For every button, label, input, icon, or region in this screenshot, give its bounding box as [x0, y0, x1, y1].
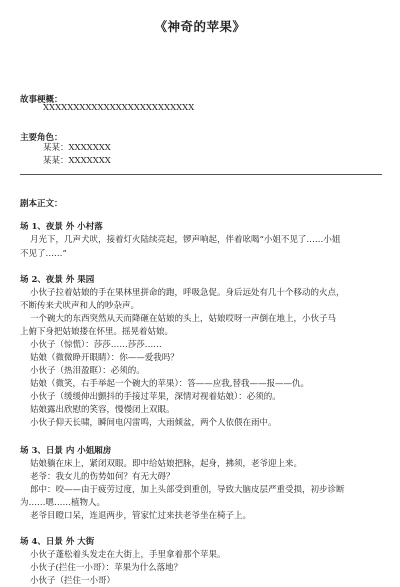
- script-line: 老爷：我女儿的伤势如何？有无大碍？: [30, 472, 175, 482]
- divider-line: [20, 174, 382, 175]
- script-line: 姑娘躺在床上，紧闭双眼。即中给姑娘把脉，起身，拂须，老爷迎上来。: [30, 459, 303, 469]
- script-line: 小伙子（缓缓伸出颤抖的手接过苹果，深情对视着姑娘）：必须的。: [30, 392, 281, 402]
- script-line: 姑娘露出欣慰的笑容，慢慢闭上双眼。: [30, 405, 175, 415]
- script-line: 上俯下身把姑娘搂在怀里。摇晃着姑娘。: [20, 327, 174, 337]
- script-line: 不见了……”: [20, 249, 67, 259]
- script-line: 为……嗯……植物人。: [20, 498, 106, 508]
- script-line: 小伙子（热泪盈眶）：必须的。: [30, 366, 145, 376]
- script-line: 小伙子（拦住一小哥）: [30, 576, 116, 586]
- character-item: 某某：XXXXXXX: [43, 156, 111, 166]
- scene-heading: 场 2、夜景 外 果园: [20, 275, 95, 285]
- script-label: 剧本正文：: [20, 199, 63, 209]
- script-line: 姑娘（微笑，右手举起一个碗大的苹果）：答——应我,替我——报——仇。: [30, 379, 309, 389]
- characters-label: 主要角色：: [20, 133, 63, 143]
- document-title: 《神奇的苹果》: [154, 19, 246, 34]
- scene-heading: 场 4、日景 外 大街: [20, 537, 95, 547]
- script-line: 郎中：咬——由于疲劳过度，加上头部受到重创，导致大脑皮层严重受损，初步诊断: [30, 485, 345, 495]
- synopsis-label: 故事梗概：: [20, 95, 63, 105]
- character-item: 某某：XXXXXXX: [43, 143, 111, 153]
- script-line: 不断传来犬吠声和人的吵杂声。: [20, 301, 140, 311]
- script-line: 姑娘（微微睁开眼睛）：你——爱我吗？: [30, 353, 179, 363]
- script-line: 月光下，几声犬吠，接着灯火陆续亮起，锣声响起，伴着吆喝“小姐不见了……小姐: [30, 235, 341, 245]
- script-line: 小伙子（惊慌）：莎莎……莎莎……: [30, 340, 162, 350]
- script-line: 一个碗大的东西突然从天而降砸在姑娘的头上，姑娘哎呀一声倒在地上，小伙子马: [30, 314, 337, 324]
- scene-heading: 场 1、夜景 外 小村落: [20, 222, 103, 232]
- script-line: 小伙子蓬松着头发走在大街上，手里拿着那个苹果。: [30, 550, 226, 560]
- synopsis-text: XXXXXXXXXXXXXXXXXXXXXXXXX: [43, 103, 195, 113]
- script-line: 小伙子仰天长啸，瞬间电闪雷鸣，大雨倾盆，两个人依偎在雨中。: [30, 418, 277, 428]
- script-line: 小伙子(拦住一小哥）：苹果为什么落地？: [30, 563, 183, 573]
- script-line: 小伙子拉着姑娘的手在果林里拼命的跑，呼吸急促。身后远处有几十个移动的火点，: [30, 288, 345, 298]
- scene-heading: 场 3、日景 内 小姐厢房: [20, 446, 112, 456]
- script-line: 老爷目瞪口呆，连退两步，管家忙过来扶老爷坐在椅子上。: [30, 511, 252, 521]
